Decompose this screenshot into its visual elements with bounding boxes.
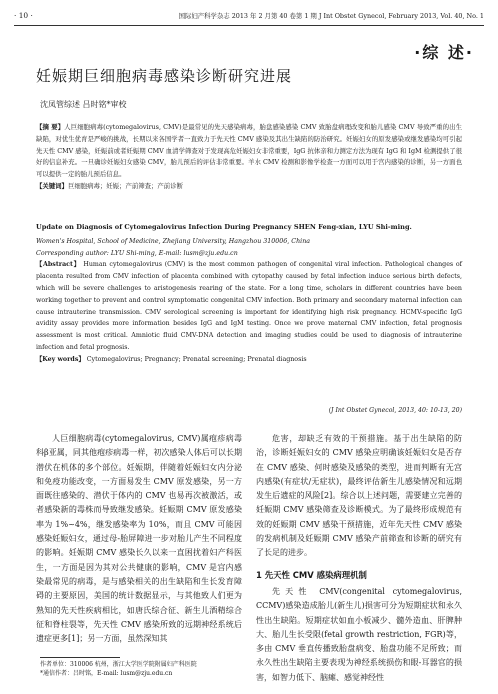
citation: (J Int Obstet Gynecol, 2013, 40: 10-13, 20) — [328, 407, 462, 414]
english-affiliation: Women's Hospital, School of Medicine, Zhejiang University, Hangzhou 310006, China — [36, 237, 311, 245]
abstract-label: 【摘 要】 — [36, 123, 65, 131]
english-abstract-label: 【Abstract】 — [36, 261, 81, 269]
footnote-affiliation: 作者单位：310006 杭州，浙江大学医学院附属妇产科医院 — [40, 661, 197, 668]
header-rule — [14, 25, 484, 26]
section-heading: 1 先天性 CMV 感染病理机制 — [256, 569, 367, 580]
english-abstract-body — [36, 259, 462, 353]
corresponding-author: Corresponding author: LYU Shi-ming, E-mail: lusm@zju.edu.cn — [36, 249, 238, 257]
body-column-right — [256, 432, 462, 685]
english-keywords-label: 【Key words】 — [36, 355, 85, 363]
running-header — [14, 9, 484, 23]
keywords-text: 巨细胞病毒；妊娠；产前筛查；产前诊断 — [67, 181, 183, 190]
body-column-left — [36, 432, 242, 646]
footnote-rule — [40, 657, 120, 658]
journal-info: 国际妇产科学杂志 2013 年 2 月第 40 卷第 1 期 J Int Obstet Gynecol, February 2013, Vol. 40, No. 1 — [178, 12, 484, 20]
footnote — [40, 660, 197, 678]
body-paragraph: 先天性 CMV(congenital cytomegalovirus, CCMV)感染造成胎儿(新生儿)损害可分为短期症状和永久性出生缺陷。短期症状如血小板减少、髓外造血、肝脾肿大、胎儿生长受限(fetal growth restriction, FGR)等，多由 CMV 垂直传播致胎盘病变、胎盘功能不足所致；而永久性出生缺陷主要表现为神经系统损伤和眼-耳器官的损害，如智力低下、脑瘫、感觉神经性 — [256, 586, 462, 682]
english-abstract-text: Human cytomegalovirus (CMV) is the most common pathogen of congenital viral infection. Pathological changes of placenta resulted from CMV infection of placenta combined with cytopathy caused by fetal infection induce serious birth defects, which will be severe challenges to aristogenesis rearing of the state. For a long time, scholars in different countries have been working together to prevent and control symptomatic congenital CMV infection. Both primary and secondary maternal infection can cause intrauterine transmission. CMV serological screening is important for identifying high risk pregnancy. HCMV-specific IgG avidity assay provides more information besides IgG and IgM testing. Once we prove maternal CMV infection, fetal prognosis assessment is most critical. Amniotic fluid CMV-DNA detection and imaging studies could be used to diagnosis of intrauterine infection and fetal prognosis. — [36, 261, 462, 351]
chinese-abstract-body — [36, 122, 462, 181]
english-title-line — [36, 222, 462, 234]
page-number: · 10 · — [14, 11, 33, 20]
english-abstract — [36, 222, 462, 366]
chinese-abstract — [36, 122, 462, 193]
keywords-label: 【关键词】 — [36, 181, 68, 190]
article-authors: 沈凤管综述 吕时铭*审校 — [40, 100, 127, 109]
body-paragraph: 危害，却缺乏有效的干预措施。基于出生缺陷的防治，诊断妊娠妇女的 CMV 感染应明确该妊娠妇女是否存在 CMV 感染、何时感染及感染的类型，进而判断有无宫内感染(有症状/无症状)，最终评估新生儿感染情况和远期发生后遗症的风险[2]。综合以上述问题，需要建立完善的妊娠期 CMV 感染筛查及诊断模式。为了最终形成规范有效的妊娠期 CMV 感染干预措施，近年先天性 CMV 感染的发病机制及妊娠期 CMV 感染产前筛查和诊断的研究有了长足的进步。 — [256, 434, 462, 558]
body-paragraph: 人巨细胞病毒(cytomegalovirus, CMV)属疱疹病毒科β亚属，同其他疱疹病毒一样，初次感染人体后可以长期潜伏在机体的多个部位。妊娠期，伴随着妊娠妇女内分泌和免疫功能改变，一方面易发生 CMV 原发感染，另一方面既往感染的、潜伏于体内的 CMV 也易再次被激活，或者感染新的毒株而导致继发感染。妊娠期 CMV 原发感染率为 1%~4%，继发感染率为 10%，而且 CMV 可能因感染妊娠妇女，通过母-胎屏障进一步对胎儿产生不同程度的影响。妊娠期 CMV 感染长久以来一直困扰着妇产科医生，一方面是因为其对公共健康的影响，CMV 是宫内感染最常见的病毒，是与感染相关的出生缺陷和生长发育障碍的主要原因，美国的统计数据显示，与其他致人们更为熟知的先天性疾病相比，如唐氏综合征、新生儿酒精综合征和脊柱裂等，先天性 CMV 感染所致的远期神经系统后遗症更多[1]；另一方面，虽然深知其 — [36, 434, 242, 644]
chinese-keywords — [36, 181, 462, 193]
footnote-correspondence: *通信作者：吕时铭，E-mail: lusm@zju.edu.cn — [40, 670, 173, 677]
article-title: 妊娠期巨细胞病毒感染诊断研究进展 — [36, 67, 293, 85]
english-authors: SHEN Feng-xian, LYU Shi-ming. — [293, 223, 412, 231]
section-label: ·综 述· — [414, 43, 474, 62]
english-keywords — [36, 354, 462, 366]
abstract-text: 人巨细胞病毒(cytomegalovirus, CMV)是最常见的先天感染病毒，胎盘感染感染 CMV 致胎盘病理改变和胎儿感染 CMV 导致严重的出生缺陷，对优生优育是严峻的挑战，长期以来各国学者一直致力于先天性 CMV 感染及其出生缺陷的防治研究。妊娠妇女的原发感染或继发感染均可引起先天性 CMV 感染，妊娠前或者妊娠期 CMV 血清学筛查对于发现高危妊娠妇女非常重要，IgG 抗体亲和力测定方法为现有 IgG 和 IgM 检测提供了很好的信息补充。一旦确诊妊娠妇女感染 CMV，胎儿预后的评估非常重要。羊水 CMV 检测和影像学检查一方面可以用于宫内感染的诊断，另一方面也可以提供一定的胎儿预后信息。 — [36, 123, 462, 179]
english-title: Update on Diagnosis of Cytomegalovirus Infection During Pregnancy — [36, 223, 292, 231]
english-keywords-text: Cytomegalovirus; Pregnancy; Prenatal screening; Prenatal diagnosis — [86, 355, 307, 363]
